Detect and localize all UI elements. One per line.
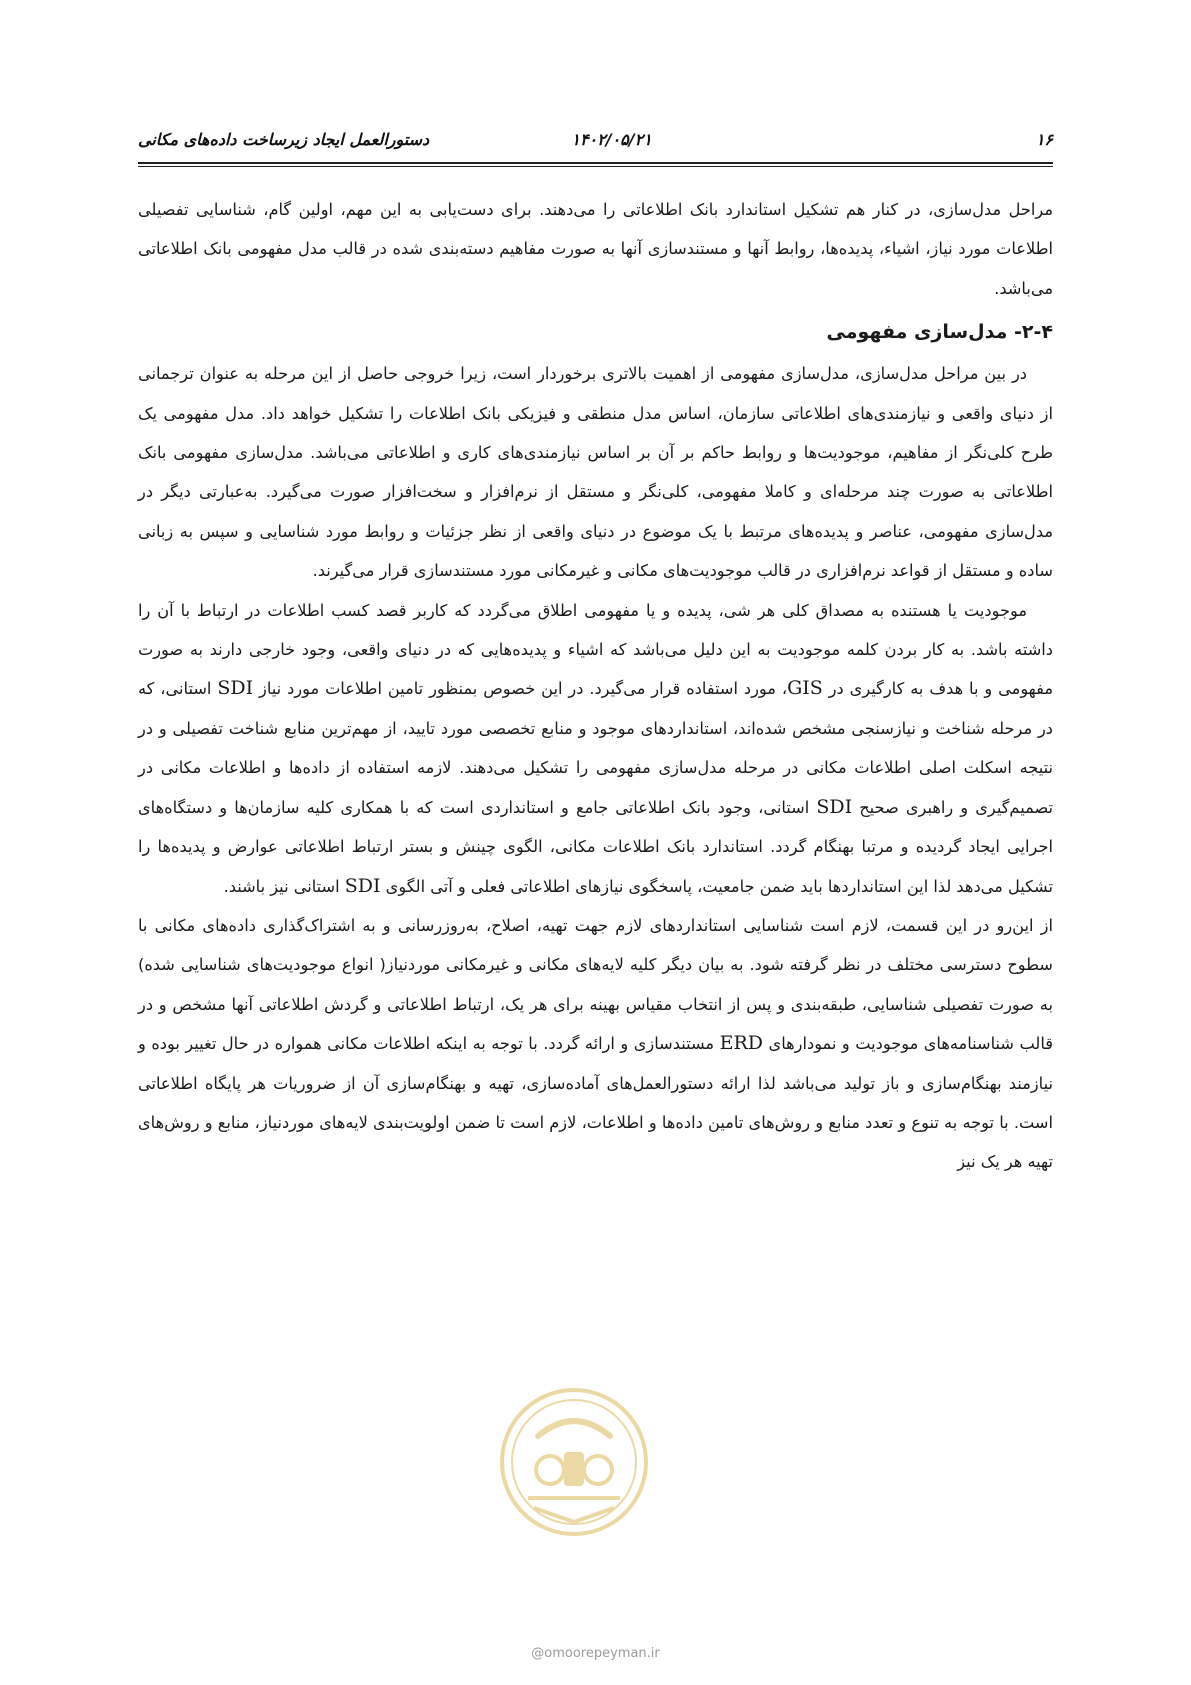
text-run: از این‌رو در این قسمت، لازم است شناسایی استانداردهای لازم جهت تهیه، اصلاح، به‌روزرسانی و به اشتراک‌گذاری داده‌های مکانی با سطوح دسترسی مختلف در نظر گرفته شود. به بیان دیگر کلیه لایه‌های مکانی و غیرمکانی موردنیاز( انواع موجودیت‌های شناسایی شده) به صورت تفصیلی شناسایی، طبقه‌بندی و پس از انتخاب مقیاس بهینه برای هر یک، ارتباط اطلاعاتی و گردش اطلاعاتی آنها مشخص و در قالب شناسنامه‌های موجودیت و نمودارهای [138,915,1053,1054]
page-number: ۱۶ [1035,130,1053,149]
paragraph-entity-definition [138,591,1053,906]
text-run: استانی، وجود بانک اطلاعاتی جامع و استانداردی است که با همکاری کلیه سازمان‌ها و دستگاه‌های اجرایی ایجاد گردیده و مرتبا بهنگام گردد. استاندارد بانک اطلاعات مکانی، الگوی چینش و بستر ارتباط اطلاعاتی عوارض و پدیده‌ها را تشکیل می‌دهد لذا این استانداردها باید ضمن جامعیت، پاسخگوی نیازهای اطلاعاتی فعلی و آتی الگوی [138,797,1053,896]
paragraph-standards [138,906,1053,1182]
text-run: استانی نیز باشند. [223,876,345,896]
body-content [138,190,1053,1182]
text-run: استانی، که در مرحله شناخت و نیازسنجی مشخص شده‌اند، استانداردهای موجود و منابع تخصصی مورد تایید، از مهم‌ترین منابع شناخت تفصیلی و در نتیجه اسکلت اصلی اطلاعات مکانی در مرحله مدل‌سازی مفهومی را تشکیل می‌دهند. لازمه استفاده از داده‌ها و اطلاعات مکانی در تصمیم‌گیری و راهبری صحیح [138,679,1053,817]
term-sdi: SDI [816,795,853,818]
section-heading: ۲-۴- مدل‌سازی مفهومی [826,321,1053,344]
paragraph-conceptual-modeling: در بین مراحل مدل‌سازی، مدل‌سازی مفهومی از اهمیت بالاتری برخوردار است، زیرا خروجی حاصل از این مرحله به عنوان ترجمانی از دنیای واقعی و نیازمندی‌های اطلاعاتی سازمان، اساس مدل منطقی و فیزیکی بانک اطلاعات را تشکیل خواهد داد. مدل مفهومی یک طرح کلی‌نگر از مفاهیم، موجودیت‌ها و روابط حاکم بر آن بر اساس نیازمندی‌های کاری و اطلاعاتی می‌باشد. مدل‌سازی مفهومی بانک اطلاعاتی به صورت چند مرحله‌ای و کاملا مفهومی، کلی‌نگر و مستقل از نرم‌افزار و سخت‌افزار صورت می‌گیرد. به‌عبارتی دیگر در مدل‌سازی مفهومی، عناصر و پدیده‌های مرتبط با یک موضوع در دنیای واقعی از نظر جزئیات و روابط مورد شناسایی و سپس به زبانی ساده و مستقل از قواعد نرم‌افزاری در قالب موجودیت‌های مکانی و غیرمکانی مورد مستندسازی قرار می‌گیرند. [138,364,1053,581]
header-rule-thin [138,166,1053,167]
term-gis: GIS [787,677,823,700]
text-run: مستندسازی و ارائه گردد. با توجه به اینکه اطلاعات مکانی همواره در حال تغییر بوده و نیازمند بهنگام‌سازی و باز تولید می‌باشد لذا ارائه دستورالعمل‌های آماده‌سازی، تهیه و بهنگام‌سازی آن از ضروریات هر پایگاه اطلاعاتی است. با توجه به تنوع و تعدد منابع و روش‌های تامین داده‌ها و اطلاعات، لازم است تا ضمن اولویت‌بندی لایه‌های موردنیاز، منابع و روش‌های تهیه هر یک نیز [138,1034,1053,1172]
text-run: ، مورد استفاده قرار می‌گیرد. در این خصوص بمنظور تامین اطلاعات مورد نیاز [253,679,788,699]
header-title: دستورالعمل ایجاد زیرساخت داده‌های مکانی [138,130,430,149]
term-sdi: SDI [217,677,254,700]
intro-paragraph: مراحل مدل‌سازی، در کنار هم تشکیل استاندارد بانک اطلاعاتی را می‌دهند. برای دست‌یابی به این مهم، اولین گام، شناسایی تفصیلی اطلاعات مورد نیاز، اشیاء، پدیده‌ها، روابط آنها و مستندسازی آنها به صورت مفاهیم دسته‌بندی شده در قالب مدل مفهومی بانک اطلاعاتی می‌باشد. [138,200,1053,298]
header-rule-thick [138,162,1053,164]
header-date: ۱۴۰۲/۰۵/۲۱ [571,130,652,149]
seal-watermark-icon [498,1386,650,1538]
text-run: موجودیت یا هستنده به مصداق کلی هر شی، پدیده و یا مفهومی اطلاق می‌گردد که کاربر قصد کسب اطلاعات در ارتباط با آن را داشته باشد. به کار بردن کلمه موجودیت به این دلیل می‌باشد که اشیاء و پدیده‌هایی که در دنیای واقعی، وجود خارجی دارند به صورت مفهومی و با هدف به کارگیری در [138,600,1054,699]
page-header [138,126,1053,152]
term-sdi: SDI [344,874,381,897]
footer-url: @omoorepeyman.ir [531,1646,660,1661]
term-erd: ERD [719,1032,764,1055]
